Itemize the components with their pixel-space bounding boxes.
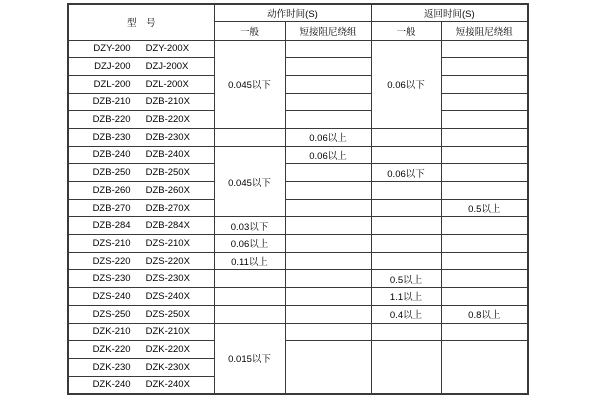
table-row [68, 235, 528, 253]
return-damped-cell [441, 288, 528, 306]
model-name-x-variant: DZS-220X [145, 255, 190, 267]
model-name: DZK-230 [92, 361, 131, 373]
model-pair [69, 220, 214, 231]
model-pair [69, 114, 214, 125]
return-damped-cell [441, 235, 528, 253]
action-general-cell [214, 305, 285, 323]
action-general-cell: 0.045以下 [214, 146, 285, 217]
model-name-x-variant: DZK-220X [145, 344, 190, 356]
action-damped-cell [285, 182, 371, 200]
table-header [68, 4, 528, 40]
model-cell [68, 288, 214, 306]
model-name-x-variant: DZB-240X [145, 149, 190, 161]
model-pair [69, 273, 214, 284]
model-pair [69, 256, 214, 267]
model-name-x-variant: DZL-200X [145, 78, 189, 90]
action-damped-cell [285, 252, 371, 270]
action-general-cell: 0.015以下 [214, 323, 285, 394]
spec-table [67, 3, 529, 395]
model-cell [68, 376, 214, 394]
action-damped-cell [285, 58, 371, 76]
model-pair [69, 379, 214, 390]
model-name: DZB-210 [92, 96, 131, 108]
model-name-x-variant: DZS-250X [145, 308, 190, 320]
return-damped-cell [441, 111, 528, 129]
model-cell [68, 182, 214, 200]
model-name-x-variant: DZS-230X [145, 273, 190, 285]
return-general-cell [371, 182, 441, 200]
model-name-x-variant: DZB-210X [145, 96, 190, 108]
model-cell [68, 111, 214, 129]
table-row [68, 323, 528, 341]
model-name-x-variant: DZB-284X [145, 220, 190, 232]
model-pair [69, 309, 214, 320]
table-row [68, 93, 528, 111]
action-damped-cell [285, 323, 371, 341]
header-action-time-group: 动作时间(S) [214, 4, 371, 21]
action-general-cell: 0.045以下 [214, 40, 285, 128]
model-name-x-variant: DZK-230X [145, 361, 190, 373]
model-cell [68, 164, 214, 182]
model-pair [69, 326, 214, 337]
action-general-cell [214, 128, 285, 146]
table-row [68, 182, 528, 200]
return-general-cell [371, 217, 441, 235]
model-name: DZS-210 [92, 237, 131, 249]
return-damped-cell: 0.5以上 [441, 199, 528, 217]
table-row [68, 341, 528, 359]
model-name: DZB-270 [92, 202, 131, 214]
action-damped-cell [285, 75, 371, 93]
table-row [68, 305, 528, 323]
header-return-damped-winding: 短接阻尼绕组 [441, 21, 528, 40]
action-damped-cell [285, 235, 371, 253]
model-pair [69, 291, 214, 302]
model-cell [68, 341, 214, 359]
return-damped-cell [441, 93, 528, 111]
model-cell [68, 146, 214, 164]
return-general-cell [371, 341, 441, 394]
action-general-cell: 0.11以上 [214, 252, 285, 270]
action-general-cell: 0.06以上 [214, 235, 285, 253]
return-general-cell: 0.5以上 [371, 270, 441, 288]
model-name-x-variant: DZB-230X [145, 131, 190, 143]
return-damped-cell [441, 164, 528, 182]
return-damped-cell [441, 323, 528, 341]
model-name: DZS-220 [92, 255, 131, 267]
model-name: DZB-260 [92, 184, 131, 196]
model-cell [68, 199, 214, 217]
model-name: DZB-250 [92, 167, 131, 179]
action-damped-cell [285, 111, 371, 129]
header-action-damped-winding: 短接阻尼绕组 [285, 21, 371, 40]
action-damped-cell [285, 199, 371, 217]
action-damped-cell: 0.06以上 [285, 128, 371, 146]
model-cell [68, 270, 214, 288]
model-name-x-variant: DZB-250X [145, 167, 190, 179]
table-row [68, 146, 528, 164]
return-general-cell: 0.06以下 [371, 164, 441, 182]
table-row [68, 270, 528, 288]
return-general-cell: 0.4以上 [371, 305, 441, 323]
model-name: DZS-240 [92, 290, 131, 302]
model-name-x-variant: DZS-210X [145, 237, 190, 249]
model-name-x-variant: DZB-220X [145, 114, 190, 126]
return-general-cell: 1.1以上 [371, 288, 441, 306]
return-damped-cell [441, 252, 528, 270]
return-damped-cell: 0.8以上 [441, 305, 528, 323]
table-row [68, 252, 528, 270]
action-damped-cell [285, 305, 371, 323]
model-cell [68, 58, 214, 76]
action-damped-cell: 0.06以上 [285, 146, 371, 164]
model-name-x-variant: DZK-240X [145, 379, 190, 391]
spec-table-body [68, 40, 528, 394]
action-damped-cell [285, 341, 371, 394]
return-damped-cell [441, 182, 528, 200]
return-damped-cell [441, 58, 528, 76]
table-row [68, 288, 528, 306]
return-damped-cell [441, 146, 528, 164]
model-pair [69, 362, 214, 373]
action-damped-cell [285, 217, 371, 235]
header-model: 型 号 [68, 4, 214, 40]
model-cell [68, 217, 214, 235]
return-damped-cell [441, 75, 528, 93]
model-name: DZY-200 [93, 43, 131, 55]
return-general-cell [371, 323, 441, 341]
model-name: DZB-240 [92, 149, 131, 161]
model-cell [68, 75, 214, 93]
model-pair [69, 61, 214, 72]
return-general-cell [371, 252, 441, 270]
action-damped-cell [285, 288, 371, 306]
model-name-x-variant: DZY-200X [145, 43, 190, 55]
model-name: DZK-220 [92, 344, 131, 356]
model-cell [68, 235, 214, 253]
return-general-cell: 0.06以下 [371, 40, 441, 128]
model-cell [68, 93, 214, 111]
model-name: DZS-250 [92, 308, 131, 320]
model-cell [68, 40, 214, 58]
table-row [68, 58, 528, 76]
model-name-x-variant: DZS-240X [145, 290, 190, 302]
model-name-x-variant: DZJ-200X [145, 61, 189, 73]
return-damped-cell [441, 341, 528, 394]
model-pair [69, 167, 214, 178]
model-pair [69, 132, 214, 143]
table-row [68, 40, 528, 58]
model-name: DZJ-200 [94, 61, 131, 73]
return-damped-cell [441, 128, 528, 146]
return-general-cell [371, 199, 441, 217]
action-general-cell [214, 288, 285, 306]
header-action-general: 一般 [214, 21, 285, 40]
model-pair [69, 96, 214, 107]
return-damped-cell [441, 270, 528, 288]
table-row [68, 164, 528, 182]
model-name: DZK-210 [92, 326, 131, 338]
model-cell [68, 323, 214, 341]
model-name-x-variant: DZB-260X [145, 184, 190, 196]
model-name-x-variant: DZK-210X [145, 326, 190, 338]
return-general-cell [371, 146, 441, 164]
model-name: DZB-220 [92, 114, 131, 126]
return-damped-cell [441, 217, 528, 235]
table-row [68, 217, 528, 235]
model-pair [69, 43, 214, 54]
model-pair [69, 79, 214, 90]
header-return-time-group: 返回时间(S) [371, 4, 528, 21]
action-damped-cell [285, 93, 371, 111]
model-pair [69, 203, 214, 214]
model-name: DZK-240 [92, 379, 131, 391]
model-cell [68, 128, 214, 146]
table-row [68, 199, 528, 217]
return-general-cell [371, 235, 441, 253]
action-general-cell [214, 270, 285, 288]
action-damped-cell [285, 270, 371, 288]
model-name: DZS-230 [92, 273, 131, 285]
header-return-general: 一般 [371, 21, 441, 40]
return-damped-cell [441, 40, 528, 58]
model-name-x-variant: DZB-270X [145, 202, 190, 214]
model-cell [68, 252, 214, 270]
model-cell [68, 305, 214, 323]
action-general-cell: 0.03以下 [214, 217, 285, 235]
model-pair [69, 344, 214, 355]
action-damped-cell [285, 164, 371, 182]
model-pair [69, 238, 214, 249]
table-row [68, 75, 528, 93]
model-cell [68, 358, 214, 376]
model-pair [69, 149, 214, 160]
model-name: DZB-284 [92, 220, 131, 232]
table-row [68, 128, 528, 146]
return-general-cell [371, 128, 441, 146]
action-damped-cell [285, 40, 371, 58]
model-name: DZL-200 [93, 78, 131, 90]
model-name: DZB-230 [92, 131, 131, 143]
table-row [68, 111, 528, 129]
header-row-groups [68, 4, 528, 21]
model-pair [69, 185, 214, 196]
